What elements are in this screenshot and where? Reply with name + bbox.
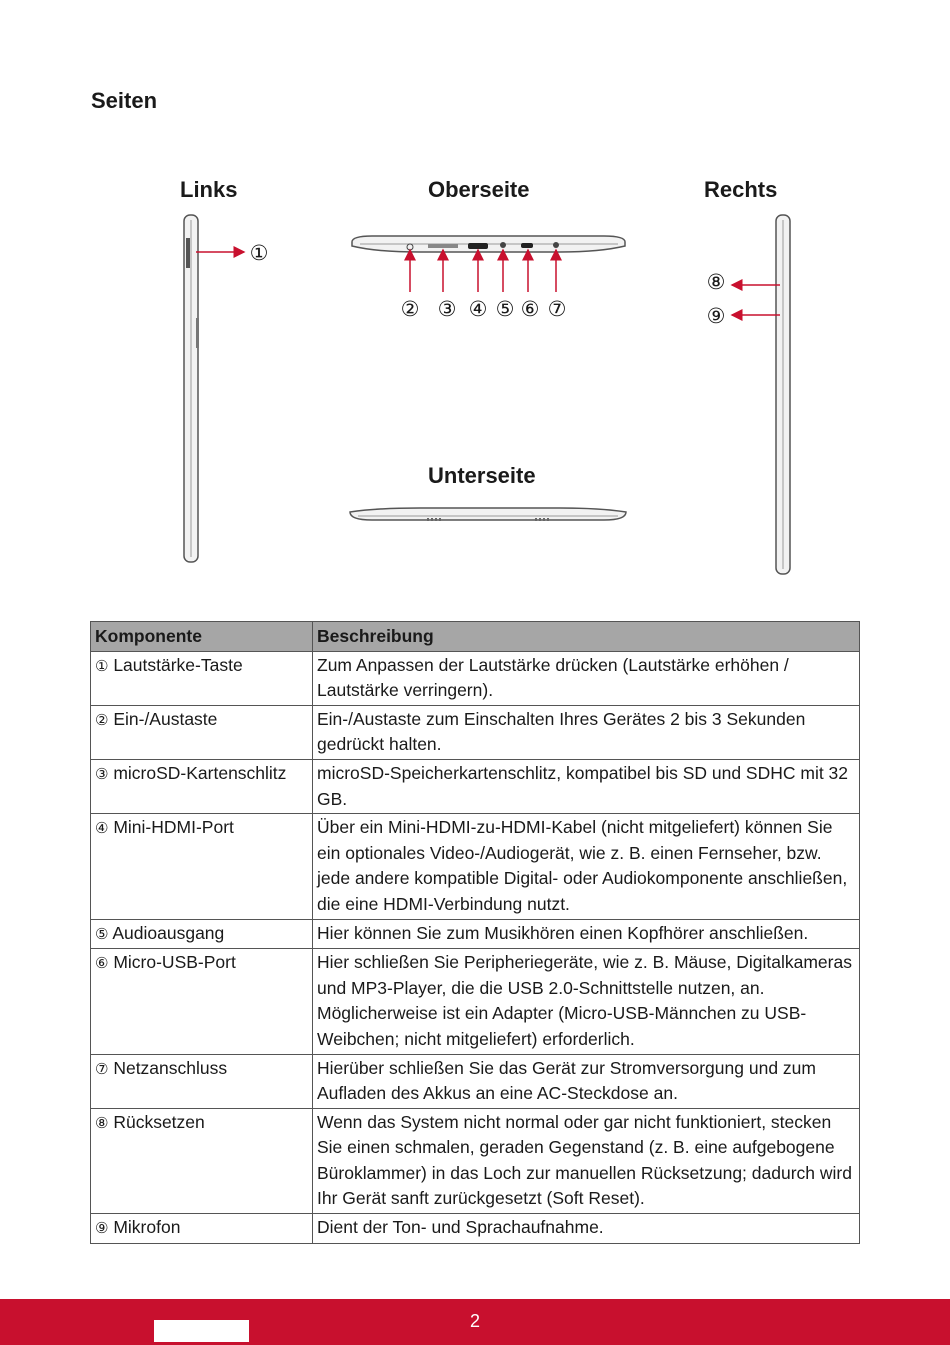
component-name: Lautstärke-Taste [113, 654, 243, 675]
description-cell: Zum Anpassen der Lautstärke drücken (Lautstärke erhöhen / Lautstärke verringern). [313, 651, 860, 705]
header-description: Beschreibung [313, 622, 860, 652]
footer-bar [0, 1299, 950, 1345]
component-cell [91, 919, 313, 949]
callout-number: ③ [95, 764, 109, 783]
table-row [91, 1214, 860, 1244]
page-number: 2 [469, 1311, 480, 1331]
table-row [91, 1054, 860, 1108]
component-name: microSD-Kartenschlitz [113, 762, 287, 783]
callout-number: ⑤ [95, 924, 109, 943]
callout-3: ③ [437, 297, 457, 321]
view-label-bottom: Unterseite [428, 463, 536, 488]
callout-1: ① [249, 241, 269, 265]
callout-8: ⑧ [706, 270, 726, 294]
view-label-right: Rechts [704, 177, 778, 202]
section-title: Seiten [91, 88, 158, 113]
table-row [91, 705, 860, 759]
left-side-device [184, 215, 244, 562]
table-header-row [91, 622, 860, 652]
description-cell: microSD-Speicherkartenschlitz, kompatibel bis SD und SDHC mit 32 GB. [313, 759, 860, 813]
callout-2: ② [400, 297, 420, 321]
table-row [91, 919, 860, 949]
component-name: Micro-USB-Port [113, 952, 236, 973]
description-cell: Ein-/Austaste zum Einschalten Ihres Gerätes 2 bis 3 Sekunden gedrückt halten. [313, 705, 860, 759]
component-name: Mini-HDMI-Port [113, 817, 234, 838]
component-name: Mikrofon [113, 1217, 181, 1238]
component-cell [91, 651, 313, 705]
table-row [91, 814, 860, 919]
description-cell: Wenn das System nicht normal oder gar nicht funktioniert, stecken Sie einen schmalen, geraden Gegenstand (z. B. eine aufgebogene Büroklammer) in das Loch zur manuellen Rücksetzung; dadurch wird Ihr Gerät sanft zurückgesetzt (Soft Reset). [313, 1108, 860, 1213]
component-cell [91, 759, 313, 813]
callout-number: ① [95, 656, 109, 675]
component-name: Rücksetzen [113, 1111, 205, 1132]
component-cell [91, 1108, 313, 1213]
top-side-device [352, 236, 625, 292]
callout-7: ⑦ [547, 297, 567, 321]
callout-number: ⑧ [95, 1113, 109, 1132]
callout-number: ⑥ [95, 954, 109, 973]
callout-5: ⑤ [495, 297, 515, 321]
view-label-top: Oberseite [428, 177, 530, 202]
callout-number: ② [95, 710, 109, 729]
header-component: Komponente [91, 622, 313, 652]
component-cell [91, 814, 313, 919]
component-name: Audioausgang [112, 922, 225, 943]
table-row [91, 1108, 860, 1213]
callout-number: ④ [95, 819, 109, 838]
component-cell [91, 1214, 313, 1244]
component-cell [91, 1054, 313, 1108]
view-label-left: Links [180, 177, 238, 202]
component-cell [91, 705, 313, 759]
description-cell: Hierüber schließen Sie das Gerät zur Stromversorgung und zum Aufladen des Akkus an eine AC-Steckdose an. [313, 1054, 860, 1108]
callout-4: ④ [468, 297, 488, 321]
callout-9: ⑨ [706, 304, 726, 328]
component-cell [91, 949, 313, 1054]
description-cell: Hier können Sie zum Musikhören einen Kopfhörer anschließen. [313, 919, 860, 949]
device-sides-diagram [0, 0, 950, 600]
volume-button-shape [186, 238, 190, 268]
description-cell: Hier schließen Sie Peripheriegeräte, wie z. B. Mäuse, Digitalkameras und MP3-Player, die die USB 2.0-Schnittstelle nutzen, an. Möglicherweise ist ein Adapter (Micro-USB-Männchen zu USB-Weibchen; nicht mitgeliefert) erforderlich. [313, 949, 860, 1054]
callout-6: ⑥ [520, 297, 540, 321]
components-table [90, 621, 860, 1244]
component-name: Ein-/Austaste [113, 708, 218, 729]
table-row [91, 651, 860, 705]
table-row [91, 949, 860, 1054]
component-name: Netzanschluss [113, 1057, 228, 1078]
description-cell: Dient der Ton- und Sprachaufnahme. [313, 1214, 860, 1244]
callout-number: ⑦ [95, 1059, 109, 1078]
table-body [91, 651, 860, 1243]
callout-number: ⑨ [95, 1219, 109, 1238]
bottom-side-device [350, 508, 626, 521]
right-side-device [732, 215, 790, 574]
description-cell: Über ein Mini-HDMI-zu-HDMI-Kabel (nicht mitgeliefert) können Sie ein optionales Video-/Audiogerät, wie z. B. einen Fernseher, bzw. jede andere kompatible Digital- oder Audiokomponente anschließen, die eine HDMI-Verbindung nutzt. [313, 814, 860, 919]
table-row [91, 759, 860, 813]
